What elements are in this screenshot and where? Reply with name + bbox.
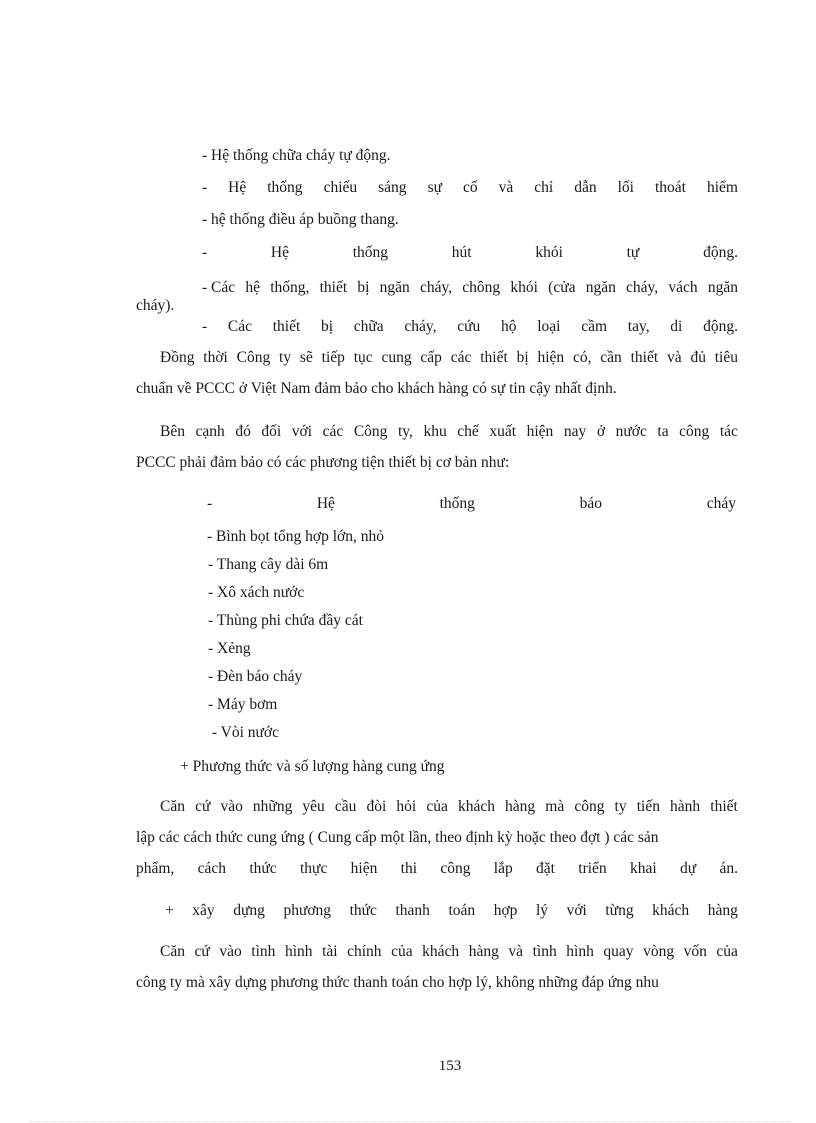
- word: khói: [510, 279, 538, 296]
- word: Hệ: [270, 244, 289, 261]
- list-item: - Xô xách nước: [208, 584, 305, 601]
- word: báo: [579, 495, 603, 512]
- word: ta: [657, 423, 669, 440]
- word: của: [716, 943, 738, 960]
- list-item: - Bình bọt tổng hợp lớn, nhỏ: [207, 528, 384, 545]
- word: hiện: [526, 423, 554, 440]
- word: hiện: [350, 860, 378, 877]
- word: khu: [423, 423, 447, 440]
- word: tự: [626, 244, 640, 261]
- word: công: [440, 860, 471, 877]
- word: chông: [462, 279, 501, 296]
- word: dự: [680, 860, 697, 877]
- word: lắp: [493, 860, 513, 877]
- word: -: [207, 495, 213, 512]
- paragraph-line: [160, 942, 738, 962]
- word: đủ: [690, 349, 706, 366]
- word: loại: [537, 318, 561, 335]
- text-line-justified: [202, 178, 738, 198]
- word: dựng: [233, 902, 265, 919]
- word: hộ: [501, 318, 517, 335]
- word: cháy,: [419, 279, 453, 296]
- word: tiếp: [321, 349, 345, 366]
- word: chữa: [353, 318, 384, 335]
- list-heading: [207, 494, 736, 514]
- text-line: - Hệ thống chữa cháy tự động.: [202, 147, 391, 164]
- word: vách: [668, 279, 698, 296]
- word: ty,: [397, 423, 413, 440]
- word: hàng: [505, 798, 536, 815]
- word: hút: [451, 244, 472, 261]
- word: thiết: [710, 798, 738, 815]
- word: sự: [427, 179, 442, 196]
- word: dẫn: [574, 179, 597, 196]
- word: bị: [357, 279, 370, 296]
- word: hình: [284, 943, 313, 960]
- word: hiện: [537, 349, 565, 366]
- word: hiểm: [706, 179, 738, 196]
- word: cấp: [420, 349, 442, 366]
- word: thanh: [395, 902, 430, 919]
- word: thức: [249, 860, 277, 877]
- word: động.: [703, 244, 738, 261]
- word: triển: [578, 860, 607, 877]
- word: ở: [596, 423, 606, 440]
- word: Hệ: [228, 179, 247, 196]
- word: các: [450, 349, 472, 366]
- paragraph-line: [160, 348, 738, 368]
- paragraph-line: chuẩn về PCCC ở Việt Nam đảm bảo cho khách hàng có sự tin cậy nhất định.: [136, 380, 617, 397]
- word: thống: [439, 495, 475, 512]
- word: chính: [347, 943, 382, 960]
- word: -: [202, 179, 208, 196]
- word: ngăn: [585, 279, 616, 296]
- word: tác: [719, 423, 738, 440]
- word: của: [426, 798, 448, 815]
- word: bị: [516, 349, 529, 366]
- list-item: - Vòi nước: [208, 724, 279, 741]
- word: vốn: [683, 943, 707, 960]
- word: xuất: [489, 423, 517, 440]
- text-line-justified: [202, 243, 738, 263]
- word: cháy,: [626, 279, 659, 296]
- word: (cửa: [548, 279, 576, 296]
- text-line-justified: [202, 278, 738, 298]
- word: cháy: [706, 495, 736, 512]
- paragraph-line: [160, 797, 738, 817]
- word: thiết: [272, 318, 301, 335]
- word: đòi: [366, 798, 387, 815]
- word: di: [670, 318, 683, 335]
- word: nước: [615, 423, 647, 440]
- word: từng: [605, 902, 634, 919]
- section-heading: [165, 901, 738, 921]
- word: các: [322, 423, 344, 440]
- word: khách: [422, 943, 460, 960]
- word: công: [679, 423, 710, 440]
- word: cứ: [195, 798, 211, 815]
- word: thoát: [654, 179, 686, 196]
- word: án.: [719, 860, 738, 877]
- word: quay: [603, 943, 634, 960]
- word: hàng: [468, 943, 499, 960]
- word: chiếu: [323, 179, 358, 196]
- page-number: 153: [438, 1058, 462, 1074]
- word: công: [574, 798, 605, 815]
- word: tiêu: [714, 349, 738, 366]
- word: cứu: [457, 318, 481, 335]
- list-item: - Thang cây dài 6m: [208, 556, 329, 573]
- text-line: - hệ thống điều áp buồng thang.: [202, 211, 399, 228]
- word: tục: [353, 349, 373, 366]
- list-item: - Thùng phi chứa đầy cát: [208, 612, 363, 629]
- word: những: [252, 798, 293, 815]
- word: mà: [545, 798, 565, 815]
- word: thức: [349, 902, 377, 919]
- section-heading: + Phương thức và số lượng hàng cung ứng: [180, 758, 445, 775]
- word: vào: [219, 943, 242, 960]
- text-line: cháy).: [136, 297, 175, 314]
- word: hỏi: [396, 798, 417, 815]
- word: sáng: [378, 179, 407, 196]
- word: thống: [267, 179, 303, 196]
- paragraph-line: lập các cách thức cung ứng ( Cung cấp một lần, theo định kỳ hoặc theo đợt ) các sản: [136, 829, 659, 846]
- word: đặt: [536, 860, 555, 877]
- list-item: - Đèn báo cháy: [208, 668, 303, 685]
- word: và: [508, 943, 524, 960]
- word: và: [498, 179, 514, 196]
- word: sẽ: [299, 349, 313, 366]
- word: cố: [463, 179, 478, 196]
- word: phương: [283, 902, 332, 919]
- word: Công: [236, 349, 271, 366]
- word: cung: [381, 349, 412, 366]
- word: Công: [353, 423, 388, 440]
- word: thống,: [270, 279, 310, 296]
- word: Đồng: [160, 349, 195, 366]
- word: chỉ: [534, 179, 554, 196]
- word: thiết: [319, 279, 348, 296]
- word: thi: [400, 860, 418, 877]
- word: -: [202, 318, 208, 335]
- word: hợp: [493, 902, 518, 919]
- word: Hệ: [316, 495, 335, 512]
- word: hệ: [245, 279, 260, 296]
- word: +: [165, 902, 174, 919]
- word: khói: [535, 244, 563, 261]
- word: và: [666, 349, 682, 366]
- word: Bên: [160, 423, 185, 440]
- word: khách: [652, 902, 690, 919]
- word: tay,: [627, 318, 650, 335]
- word: với: [566, 902, 587, 919]
- word: tiến: [636, 798, 660, 815]
- word: tình: [251, 943, 276, 960]
- paragraph-line: công ty mà xây dựng phương thức thanh toán cho hợp lý, không những đáp ứng nhu: [136, 974, 659, 991]
- word: hàng: [707, 902, 738, 919]
- word: - Các: [202, 279, 236, 296]
- list-item: - Xẻng: [208, 640, 251, 657]
- word: của: [391, 943, 413, 960]
- word: thống: [352, 244, 389, 261]
- word: ngăn: [379, 279, 410, 296]
- word: khách: [457, 798, 495, 815]
- word: Các: [227, 318, 252, 335]
- word: cầm: [581, 318, 608, 335]
- text-line-justified: [202, 317, 738, 337]
- word: cách: [197, 860, 227, 877]
- word: ty: [279, 349, 292, 366]
- word: hành: [670, 798, 701, 815]
- word: cần: [600, 349, 622, 366]
- word: thiết: [480, 349, 508, 366]
- page-bottom-divider: [30, 1121, 790, 1122]
- word: cứ: [194, 943, 210, 960]
- word: tài: [322, 943, 338, 960]
- word: khai: [630, 860, 657, 877]
- word: lý: [535, 902, 549, 919]
- word: phẩm,: [136, 860, 175, 877]
- paragraph-line: [136, 859, 738, 879]
- word: nay: [563, 423, 587, 440]
- word: thời: [203, 349, 228, 366]
- paragraph-line: [160, 422, 738, 442]
- word: thực: [299, 860, 328, 877]
- word: chế: [457, 423, 479, 440]
- word: -: [202, 244, 208, 261]
- word: đó: [235, 423, 251, 440]
- word: xây: [192, 902, 215, 919]
- word: thiết: [630, 349, 659, 366]
- word: cạnh: [195, 423, 225, 440]
- list-item: - Máy bơm: [208, 696, 278, 713]
- word: vòng: [643, 943, 675, 960]
- word: động.: [703, 318, 738, 335]
- paragraph-line: PCCC phải đảm bảo có các phương tiện thiết bị cơ bản như:: [136, 454, 510, 471]
- word: Căn: [160, 798, 185, 815]
- word: vào: [220, 798, 243, 815]
- word: lối: [617, 179, 634, 196]
- word: hình: [566, 943, 594, 960]
- word: yêu: [302, 798, 325, 815]
- word: Căn: [160, 943, 185, 960]
- word: bị: [321, 318, 334, 335]
- word: toán: [448, 902, 476, 919]
- word: ty: [614, 798, 627, 815]
- word: có,: [572, 349, 592, 366]
- word: cầu: [334, 798, 357, 815]
- word: với: [291, 423, 313, 440]
- word: đối: [261, 423, 282, 440]
- word: tình: [532, 943, 557, 960]
- word: ngăn: [707, 279, 738, 296]
- word: cháy,: [404, 318, 437, 335]
